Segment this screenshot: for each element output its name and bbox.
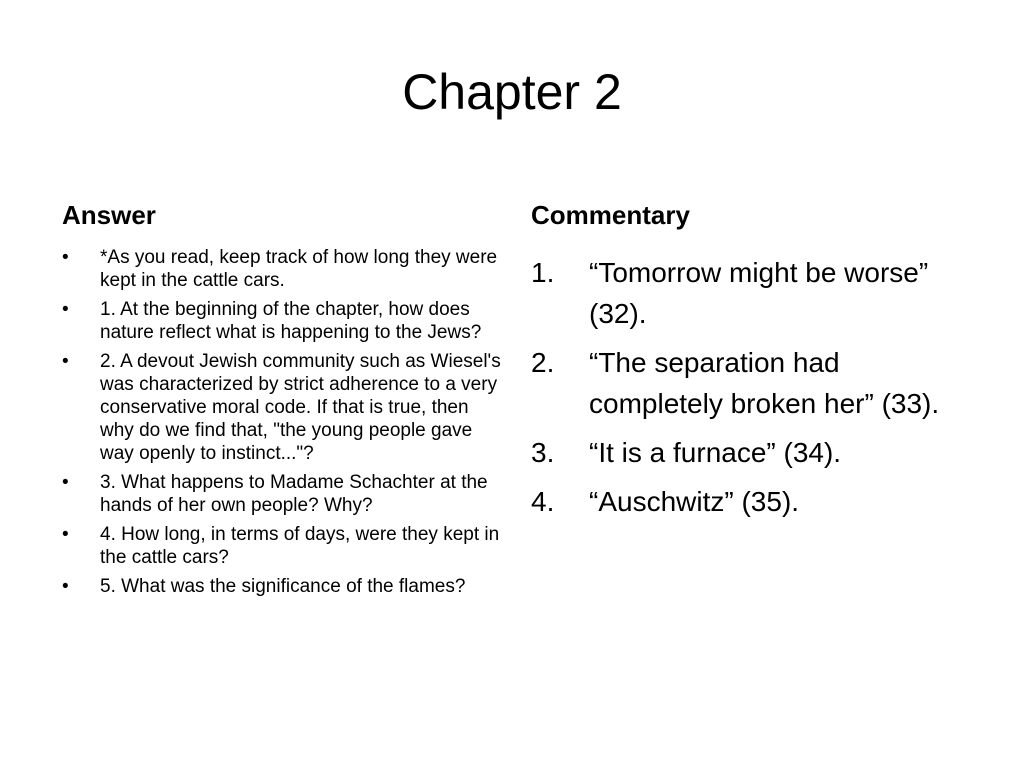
commentary-item-text: “The separation had completely broken her” (33). [589,347,940,419]
commentary-item [531,481,961,522]
commentary-item-number: 4. [531,486,555,517]
answer-item [62,575,502,598]
commentary-item-text: “Auschwitz” (35). [589,486,800,517]
answer-item [62,471,502,517]
commentary-item [531,432,961,473]
answer-item-text: *As you read, keep track of how long they were kept in the cattle cars. [100,247,498,291]
bullet-icon: • [62,472,69,493]
bullet-icon: • [62,351,69,372]
commentary-item-number: 3. [531,437,555,468]
commentary-item-number: 1. [531,257,555,288]
commentary-list [531,252,961,530]
answer-item-text: 4. How long, in terms of days, were they kept in the cattle cars? [100,524,500,568]
commentary-item-text: “It is a furnace” (34). [589,437,842,468]
answer-item-text: 3. What happens to Madame Schachter at the hands of her own people? Why? [100,472,488,516]
commentary-item-number: 2. [531,347,555,378]
bullet-icon: • [62,299,69,320]
answer-list [62,246,502,604]
answer-heading: Answer [62,200,156,230]
answer-item [62,298,502,344]
answer-item [62,246,502,292]
slide-title: Chapter 2 [402,64,622,120]
commentary-item-text: “Tomorrow might be worse” (32). [589,257,929,329]
bullet-icon: • [62,576,69,597]
bullet-icon: • [62,524,69,545]
commentary-item [531,252,961,334]
answer-item [62,350,502,465]
bullet-icon: • [62,247,69,268]
commentary-item [531,342,961,424]
answer-item-text: 1. At the beginning of the chapter, how does nature reflect what is happening to the Jews? [100,299,482,343]
answer-item-text: 5. What was the significance of the flames? [100,576,466,597]
answer-item [62,523,502,569]
commentary-heading: Commentary [531,200,690,230]
answer-item-text: 2. A devout Jewish community such as Wiesel's was characterized by strict adherence to a very conservative moral code. If that is true, then why do we find that, "the young people gave way openly to instinct..."? [100,351,501,464]
